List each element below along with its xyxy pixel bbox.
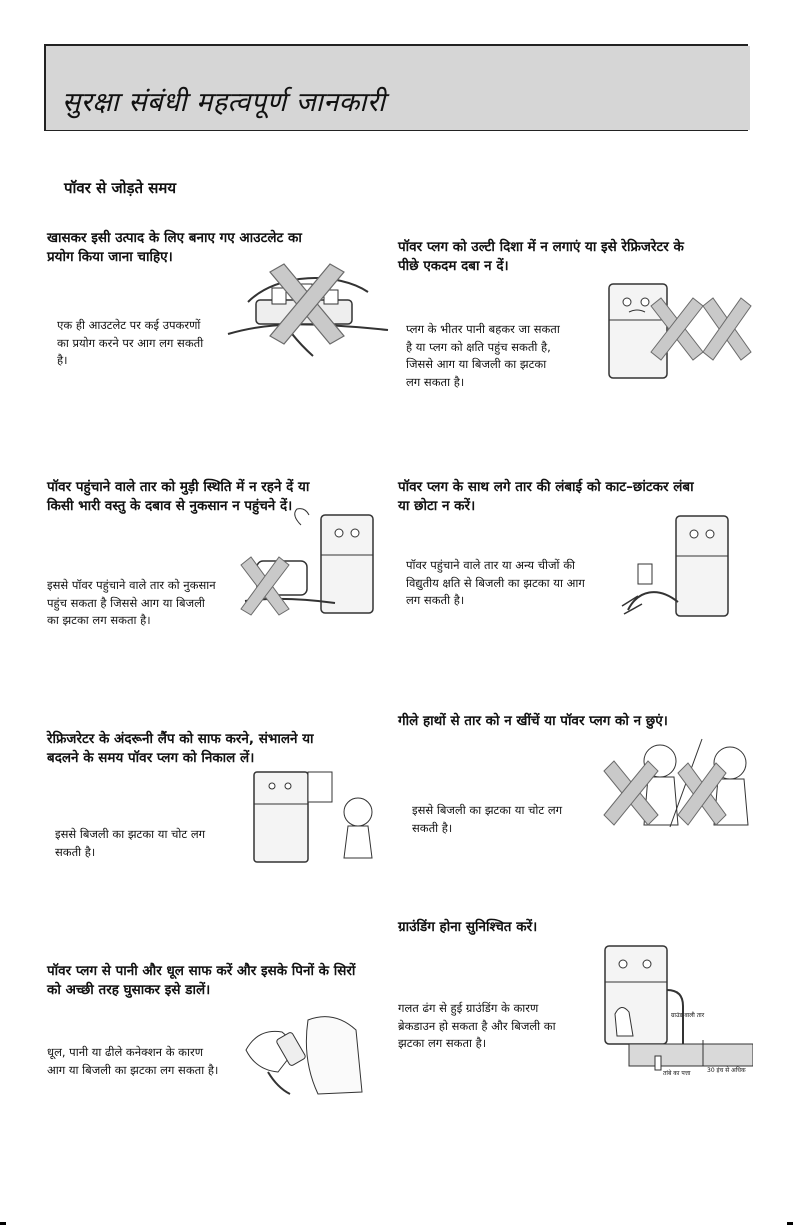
wet-hands-plug-illustration bbox=[598, 735, 756, 831]
fridge-lamp-illustration bbox=[250, 768, 382, 864]
item-body: इससे पॉवर पहुंचाने वाले तार को नुकसान पहुंच सकता है जिससे आग या बिजली का झटका लग सकता है। bbox=[47, 578, 216, 627]
ground-wire-label: ग्राउंड वाली तार bbox=[671, 1012, 705, 1019]
cleaning-plug-illustration bbox=[238, 1010, 368, 1098]
grounding-diagram bbox=[575, 940, 753, 1076]
header-bottom-rule bbox=[44, 130, 748, 131]
item-body: इससे बिजली का झटका या चोट लग सकती है। bbox=[412, 803, 563, 835]
cord-under-chair-illustration bbox=[235, 505, 395, 617]
item-heading: पॉवर प्लग से पानी और धूल साफ करें और इसके पिनों के सिरों को अच्छी तरह घुसाकर इसे डालें। bbox=[47, 963, 356, 998]
section-title: पॉवर से जोड़ते समय bbox=[64, 179, 177, 197]
item-body: पॉवर पहुंचाने वाले तार या अन्य चीजों की विद्युतीय क्षति से बिजली का झटका या आग लग सकती है। bbox=[406, 558, 585, 607]
cross-mark-icon bbox=[703, 298, 751, 360]
fridge-plug-back-illustration bbox=[605, 280, 753, 380]
copper-plate-label: तांबे का पत्ता bbox=[663, 1070, 691, 1076]
item-body: एक ही आउटलेट पर कई उपकरणों का प्रयोग करने पर आग लग सकती है। bbox=[57, 318, 204, 367]
item-heading: गीले हाथों से तार को न खींचें या पॉवर प्लग को न छुएं। bbox=[398, 713, 668, 729]
item-heading: रेफ्रिजरेटर के अंदरूनी लैंप को साफ करने, संभालने या बदलने के समय पॉवर प्लग को निकाल लें। bbox=[47, 731, 314, 766]
depth-label: 30 इंच से अधिक bbox=[707, 1067, 746, 1074]
item-heading: ग्राउंडिंग होना सुनिश्चित करें। bbox=[398, 919, 538, 935]
item-heading: पॉवर प्लग के साथ लगे तार की लंबाई को काट–छांटकर लंबा या छोटा न करें। bbox=[398, 479, 694, 514]
item-heading: पॉवर प्लग को उल्टी दिशा में न लगाएं या इसे रेफ्रिजरेटर के पीछे एकदम दबा न दें। bbox=[398, 239, 684, 274]
item-body: गलत ढंग से हुई ग्राउंडिंग के कारण ब्रेकडाउन हो सकता है और बिजली का झटका लग सकता है। bbox=[398, 1001, 556, 1050]
item-body: इससे बिजली का झटका या चोट लग सकती है। bbox=[55, 827, 206, 859]
item-heading: खासकर इसी उत्पाद के लिए बनाए गए आउटलेट का प्रयोग किया जाना चाहिए। bbox=[47, 230, 302, 265]
item-body: प्लग के भीतर पानी बहकर जा सकता है या प्लग को क्षति पहुंच सकती है, जिससे आग या बिजली का झटका लग सकता है। bbox=[406, 322, 560, 389]
item-body: धूल, पानी या ढीले कनेक्शन के कारण आग या बिजली का झटका लग सकता है। bbox=[47, 1045, 219, 1077]
multi-plug-outlet-illustration bbox=[218, 262, 396, 358]
cut-cord-illustration bbox=[618, 510, 748, 618]
item-heading: पॉवर पहुंचाने वाले तार को मुड़ी स्थिति में न रहने दें या किसी भारी वस्तु के दबाव से नुकसान न पहुंचने दें। bbox=[47, 479, 310, 514]
page-title: सुरक्षा संबंधी महत्वपूर्ण जानकारी bbox=[62, 87, 386, 118]
